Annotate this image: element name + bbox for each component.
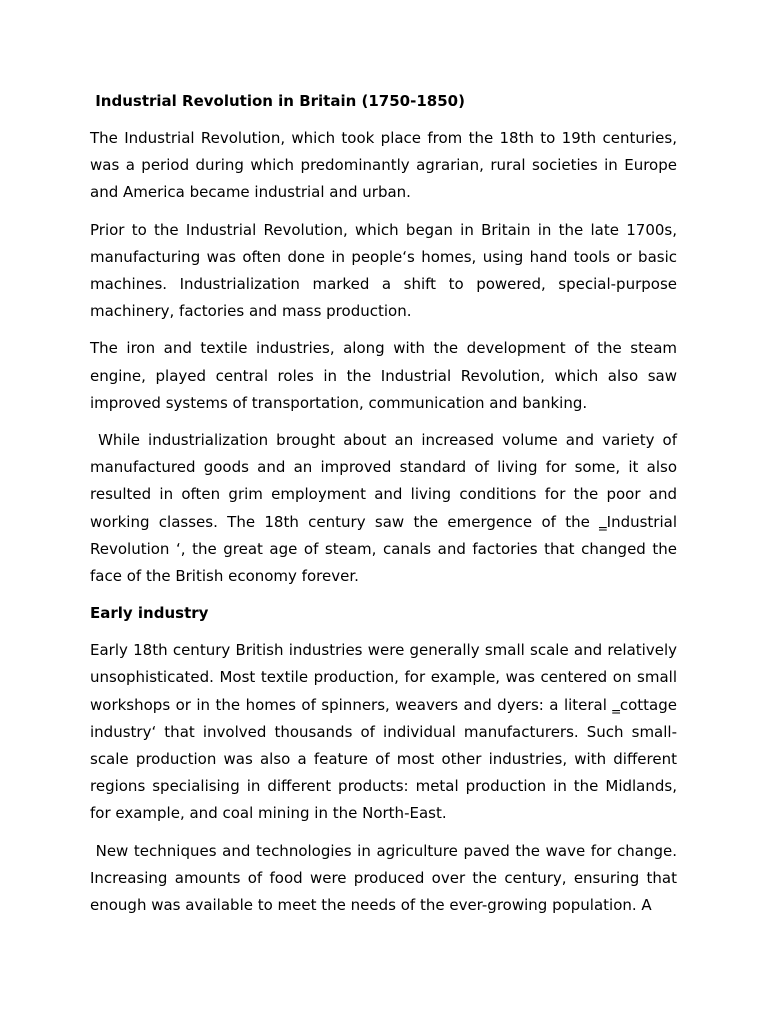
document-page [90,88,682,929]
paragraph-agriculture: New techniques and technologies in agriculture paved the wave for change. Increasing amounts of food were produced over the century, ensuring that enough was available to meet the needs of the ever-growing population. A [90,841,682,915]
paragraph-iron-textile: The iron and textile industries, along with the development of the steam engine, played central roles in the Industrial Revolution, which also saw improved systems of transportation, communication and banking. [90,339,682,412]
document-title: Industrial Revolution in Britain (1750-1850) [90,92,465,110]
section-heading: Early industry [90,604,209,623]
paragraph-intro: The Industrial Revolution, which took place from the 18th to 19th centuries, was a period during which predominantly agrarian, rural societies in Europe and America became industrial and urban. [90,129,682,202]
paragraph-early-industry: Early 18th century British industries were generally small scale and relatively unsophisticated. Most textile production, for example, was centered on small workshops or in the homes of spinners, weavers and dyers: a literal ‗cottage industry‘ that involved thousands of individual manufacturers. Such small-scale production was also a feature of most other industries, with different regions specialising in different products: metal production in the Midlands, for example, and coal mining in the North-East. [90,641,682,823]
paragraph-consequences: While industrialization brought about an increased volume and variety of manufactured goods and an improved standard of living for some, it also resulted in often grim employment and living conditions for the poor and working classes. The 18th century saw the emergence of the ‗Industrial Revolution ‘, the great age of steam, canals and factories that changed the face of the British economy forever. [90,431,682,586]
paragraph-prior: Prior to the Industrial Revolution, which began in Britain in the late 1700s, manufacturing was often done in people‘s homes, using hand tools or basic machines. Industrialization marked a shift to powered, special-purpose machinery, factories and mass production. [90,220,682,321]
